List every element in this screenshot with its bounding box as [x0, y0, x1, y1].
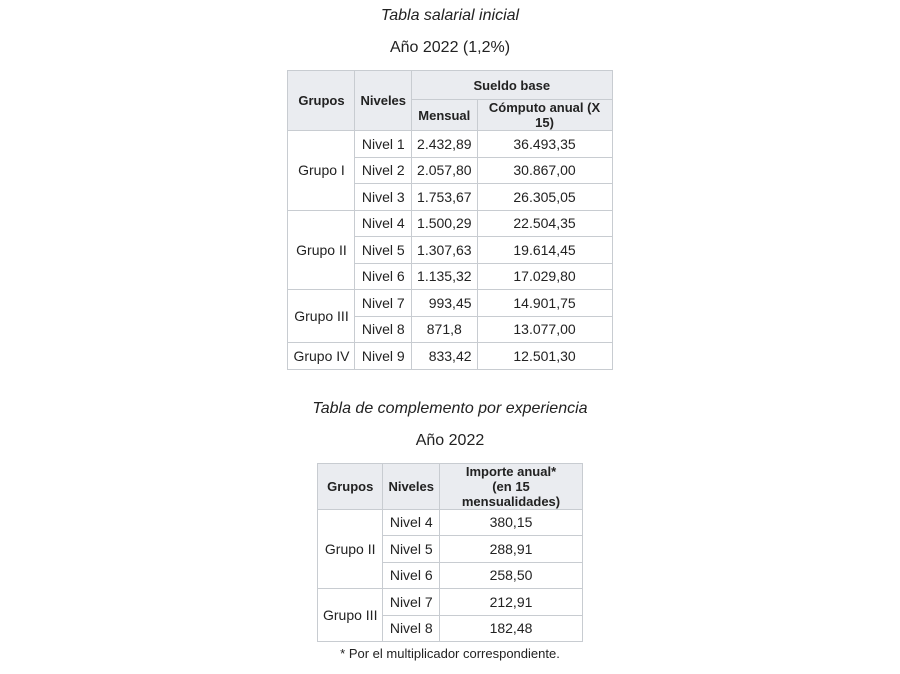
- monthly-cell: 871,8: [412, 316, 478, 343]
- annual-cell: 17.029,80: [477, 263, 612, 290]
- annual-cell: 26.305,05: [477, 184, 612, 211]
- table-row: [288, 290, 612, 317]
- level-cell: Nivel 6: [355, 263, 412, 290]
- amount-cell: 182,48: [440, 615, 583, 642]
- level-cell: Nivel 5: [383, 536, 440, 563]
- level-cell: Nivel 4: [355, 210, 412, 237]
- level-cell: Nivel 9: [355, 343, 412, 370]
- group-cell: Grupo II: [317, 509, 382, 589]
- table-row: [317, 589, 582, 616]
- monthly-cell: 1.135,32: [412, 263, 478, 290]
- table-row: [288, 131, 612, 158]
- level-cell: Nivel 8: [355, 316, 412, 343]
- table1-caption: Tabla salarial inicial: [380, 7, 520, 24]
- monthly-cell: 2.432,89: [412, 131, 478, 158]
- table-row: [288, 343, 612, 370]
- amount-cell: 380,15: [440, 509, 583, 536]
- monthly-cell: 833,42: [412, 343, 478, 370]
- level-cell: Nivel 3: [355, 184, 412, 211]
- table-row: [317, 509, 582, 536]
- level-cell: Nivel 7: [355, 290, 412, 317]
- header-mensual: Mensual: [412, 100, 478, 131]
- header-importe-line1: Importe anual*: [465, 463, 557, 479]
- table2-caption: Tabla de complemento por experiencia: [312, 399, 588, 417]
- header-importe-anual: [440, 463, 583, 509]
- level-cell: Nivel 5: [355, 237, 412, 264]
- level-cell: Nivel 6: [383, 562, 440, 589]
- table-row: [288, 210, 612, 237]
- amount-cell: 288,91: [440, 536, 583, 563]
- experience-table: [317, 463, 583, 643]
- header-niveles: Niveles: [383, 463, 440, 509]
- monthly-cell: 1.753,67: [412, 184, 478, 211]
- group-cell: Grupo III: [317, 589, 382, 642]
- footnote: * Por el multiplicador correspondiente.: [340, 646, 560, 661]
- amount-cell: 212,91: [440, 589, 583, 616]
- header-niveles: Niveles: [355, 71, 412, 131]
- group-cell: Grupo I: [288, 131, 355, 211]
- group-cell: Grupo IV: [288, 343, 355, 370]
- annual-cell: 14.901,75: [477, 290, 612, 317]
- header-grupos: Grupos: [288, 71, 355, 131]
- annual-cell: 19.614,45: [477, 237, 612, 264]
- annual-cell: 36.493,35: [477, 131, 612, 158]
- monthly-cell: 1.500,29: [412, 210, 478, 237]
- group-cell: Grupo III: [288, 290, 355, 343]
- header-sueldo-base: Sueldo base: [412, 71, 613, 100]
- level-cell: Nivel 2: [355, 157, 412, 184]
- annual-cell: 12.501,30: [477, 343, 612, 370]
- monthly-cell: 1.307,63: [412, 237, 478, 264]
- level-cell: Nivel 8: [383, 615, 440, 642]
- header-importe-line2: (en 15 mensualidades): [461, 478, 561, 509]
- level-cell: Nivel 4: [383, 509, 440, 536]
- annual-cell: 22.504,35: [477, 210, 612, 237]
- table2-year: Año 2022: [415, 431, 485, 449]
- header-grupos: Grupos: [317, 463, 382, 509]
- amount-cell: 258,50: [440, 562, 583, 589]
- monthly-cell: 993,45: [412, 290, 478, 317]
- level-cell: Nivel 7: [383, 589, 440, 616]
- table1-year: Año 2022 (1,2%): [389, 39, 511, 56]
- header-computo-anual: Cómputo anual (X 15): [477, 100, 612, 131]
- monthly-cell: 2.057,80: [412, 157, 478, 184]
- group-cell: Grupo II: [288, 210, 355, 290]
- salary-table: [287, 70, 612, 370]
- level-cell: Nivel 1: [355, 131, 412, 158]
- annual-cell: 13.077,00: [477, 316, 612, 343]
- annual-cell: 30.867,00: [477, 157, 612, 184]
